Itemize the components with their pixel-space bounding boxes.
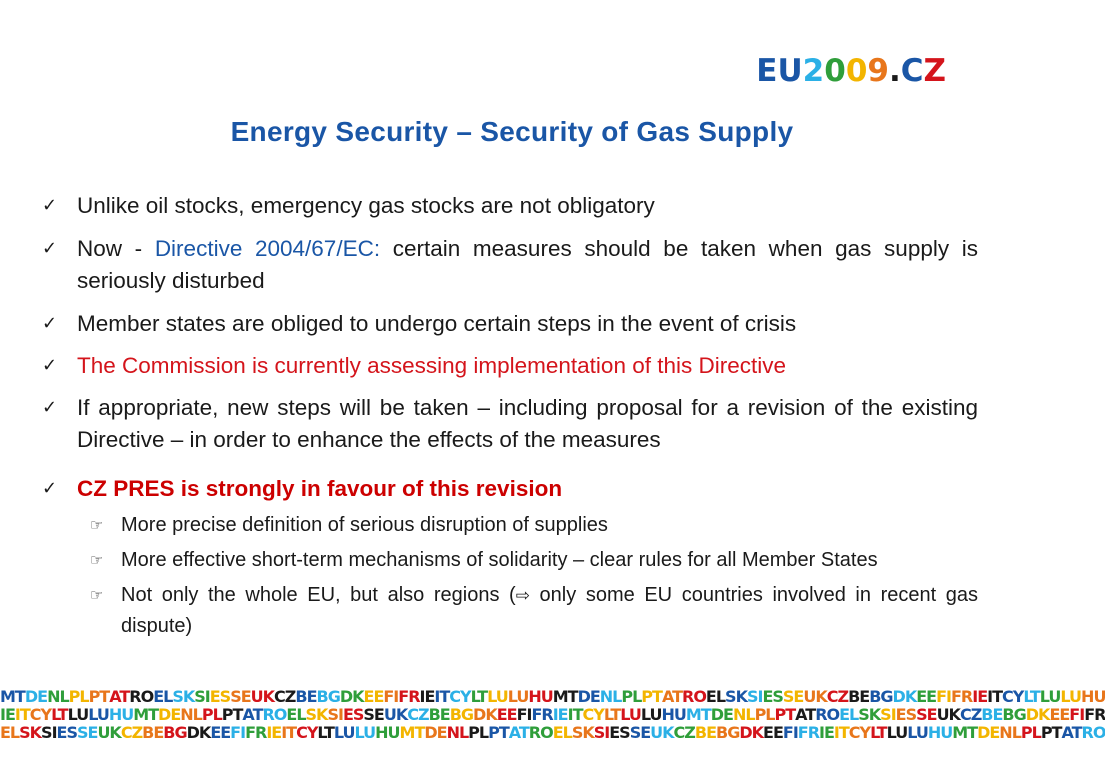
logo-character: . xyxy=(888,53,901,89)
country-code: EL xyxy=(153,687,173,706)
country-code: FR xyxy=(797,723,820,742)
country-code: LU xyxy=(333,723,355,742)
country-code: EE xyxy=(763,723,783,742)
country-code: SI xyxy=(880,705,896,724)
country-code: LT xyxy=(1023,687,1040,706)
country-code: CZ xyxy=(673,723,695,742)
country-code: PL xyxy=(468,723,489,742)
country-code: IT xyxy=(434,687,450,706)
country-code: FR xyxy=(950,687,973,706)
country-code: LT xyxy=(603,705,621,724)
sub-bullet-text-prefix: Not only the whole EU, but also regions ( xyxy=(121,584,516,606)
country-code: NL xyxy=(180,705,202,724)
country-code: SI xyxy=(194,687,210,706)
country-code: LT xyxy=(470,687,488,706)
country-code: EE xyxy=(210,723,231,742)
country-code: SI xyxy=(41,723,57,742)
bullet-item xyxy=(42,190,978,222)
country-code: UK xyxy=(383,705,408,724)
country-code: SE xyxy=(230,687,251,706)
bullet-item xyxy=(42,308,978,340)
country-code-row xyxy=(0,705,1105,724)
country-code: RO xyxy=(528,723,553,742)
country-code: EE xyxy=(916,687,937,706)
country-code: FI xyxy=(516,705,532,724)
country-code: DK xyxy=(473,705,497,724)
country-code: BE xyxy=(981,705,1003,724)
country-code: DK xyxy=(186,723,211,742)
country-code: HU xyxy=(661,705,686,724)
country-code: CY xyxy=(848,723,871,742)
country-code: RO xyxy=(1081,723,1105,742)
country-code: UK xyxy=(803,687,827,706)
bullet-text: certain measures should be taken when gas supply is seriously disturbed xyxy=(77,236,978,293)
check-icon: ✓ xyxy=(42,355,58,376)
bullet-item-highlight xyxy=(42,473,978,505)
country-code: DE xyxy=(977,723,1000,742)
country-code: HU xyxy=(375,723,400,742)
country-code: LU xyxy=(907,723,928,742)
right-arrow-icon: ⇨ xyxy=(515,586,530,606)
bullet-list xyxy=(42,190,978,641)
country-code: IT xyxy=(281,723,297,742)
country-code: EE xyxy=(1049,705,1070,724)
country-code: MT xyxy=(0,687,25,706)
country-code: HU xyxy=(1081,687,1105,706)
country-code: LU xyxy=(1060,687,1082,706)
check-icon: ✓ xyxy=(42,238,58,259)
check-icon: ✓ xyxy=(42,195,58,216)
country-code: DE xyxy=(24,687,48,706)
country-code: PT xyxy=(774,705,796,724)
country-code: DK xyxy=(339,687,364,706)
country-code: UK xyxy=(650,723,674,742)
country-code: NL xyxy=(446,723,469,742)
country-code: CZ xyxy=(826,687,849,706)
bullet-text: CZ PRES is strongly in favour of this revision xyxy=(77,476,563,501)
country-code: PT xyxy=(1040,723,1062,742)
country-code: IT xyxy=(14,705,30,724)
country-code: HU xyxy=(108,705,134,724)
bullet-text-prefix: Now - xyxy=(77,236,155,261)
country-code: AT xyxy=(109,687,130,706)
slide-title: Energy Security – Security of Gas Supply xyxy=(230,116,794,147)
country-code: NL xyxy=(47,687,69,706)
country-code: MT xyxy=(399,723,425,742)
country-code: LT xyxy=(317,723,334,742)
country-code-row xyxy=(0,723,1105,742)
country-code: SI xyxy=(746,687,763,706)
directive-reference: Directive 2004/67/EC: xyxy=(154,236,381,261)
country-code: LT xyxy=(51,705,68,724)
country-code: BG xyxy=(316,687,340,706)
country-code: DE xyxy=(710,705,733,724)
country-code: ES xyxy=(609,723,630,742)
country-code: BG xyxy=(716,723,740,742)
country-code: PT xyxy=(88,687,110,706)
sub-bullet-text: More effective short-term mechanisms of solidarity – clear rules for all Member States xyxy=(121,549,878,571)
country-code: BG xyxy=(163,723,187,742)
country-code: LU xyxy=(88,705,109,724)
country-code: PL xyxy=(201,705,222,724)
country-code: SK xyxy=(172,687,195,706)
check-icon: ✓ xyxy=(42,313,58,334)
logo-character: E xyxy=(756,53,778,89)
bullet-item xyxy=(42,350,978,382)
country-code: DK xyxy=(892,687,917,706)
logo-character: Z xyxy=(923,53,946,89)
country-code: LU xyxy=(67,705,89,724)
country-code: UK xyxy=(97,723,121,742)
country-code: DK xyxy=(739,723,764,742)
logo-character: U xyxy=(777,53,803,89)
country-code: DE xyxy=(577,687,600,706)
pointing-hand-icon: ☞ xyxy=(90,586,104,604)
country-code: MT xyxy=(952,723,978,742)
bullet-text: The Commission is currently assessing implementation of this Directive xyxy=(77,353,787,378)
country-code: RO xyxy=(682,687,706,706)
country-code: ES xyxy=(209,687,231,706)
country-code: CZ xyxy=(959,705,982,724)
country-code: NL xyxy=(999,723,1021,742)
country-code: SK xyxy=(305,705,328,724)
pointing-hand-icon: ☞ xyxy=(90,551,104,569)
logo-character: C xyxy=(900,53,924,89)
country-code: IT xyxy=(987,687,1002,706)
country-code: EL xyxy=(705,687,726,706)
country-code: IE xyxy=(552,705,568,724)
country-code: IE xyxy=(819,723,834,742)
country-code: RO xyxy=(262,705,287,724)
country-code: SE xyxy=(916,705,937,724)
country-code: BE xyxy=(848,687,870,706)
country-code: RO xyxy=(129,687,154,706)
country-code: PT xyxy=(488,723,509,742)
country-code: IE xyxy=(419,687,435,706)
country-code: LU xyxy=(354,723,376,742)
country-code: DK xyxy=(1025,705,1050,724)
country-code: CZ xyxy=(274,687,296,706)
country-code: LU xyxy=(640,705,662,724)
country-code: LU xyxy=(487,687,508,706)
country-code: SE xyxy=(629,723,651,742)
country-code: ES xyxy=(895,705,917,724)
country-code: FR xyxy=(531,705,553,724)
logo-character: 0 xyxy=(845,53,868,89)
country-code: SE xyxy=(782,687,804,706)
country-code: EL xyxy=(0,723,20,742)
country-code: FR xyxy=(245,723,267,742)
country-code: EL xyxy=(286,705,306,724)
country-code: SK xyxy=(19,723,42,742)
country-code: NL xyxy=(732,705,755,724)
country-code: IT xyxy=(567,705,583,724)
country-code: UK xyxy=(250,687,275,706)
country-code: LU xyxy=(507,687,529,706)
country-code: HU xyxy=(927,723,953,742)
country-code: BG xyxy=(449,705,474,724)
country-code: AT xyxy=(508,723,529,742)
country-code: FI xyxy=(936,687,951,706)
country-code: FI xyxy=(383,687,399,706)
country-code: PL xyxy=(754,705,775,724)
country-code: BE xyxy=(142,723,164,742)
country-code: CY xyxy=(29,705,52,724)
country-code: ES xyxy=(56,723,77,742)
country-code: FI xyxy=(230,723,246,742)
country-code: CY xyxy=(296,723,318,742)
country-code: MT xyxy=(685,705,711,724)
country-code: LU xyxy=(886,723,908,742)
country-code: MT xyxy=(552,687,578,706)
bullet-text: Member states are obliged to undergo certain steps in the event of crisis xyxy=(77,311,797,336)
country-code: AT xyxy=(1061,723,1082,742)
country-code: SE xyxy=(76,723,98,742)
country-code: CY xyxy=(582,705,604,724)
country-code: BG xyxy=(1002,705,1026,724)
country-code: PT xyxy=(221,705,243,724)
country-code: BE xyxy=(694,723,717,742)
sub-bullet-item xyxy=(42,580,978,641)
check-icon: ✓ xyxy=(42,478,58,499)
country-code: LT xyxy=(870,723,887,742)
eu2009-logo xyxy=(756,53,946,89)
pointing-hand-icon: ☞ xyxy=(90,516,104,534)
country-code: BE xyxy=(295,687,317,706)
country-code: CY xyxy=(449,687,471,706)
country-code: SK xyxy=(858,705,881,724)
logo-character: 9 xyxy=(867,53,889,89)
country-code: DE xyxy=(158,705,181,724)
country-code: PL xyxy=(1020,723,1041,742)
country-code: SK xyxy=(725,687,747,706)
sub-bullet-item xyxy=(42,545,978,575)
country-code: IE xyxy=(972,687,988,706)
country-code: AT xyxy=(795,705,816,724)
bullet-text: Unlike oil stocks, emergency gas stocks are not obligatory xyxy=(77,193,655,218)
country-code: UK xyxy=(936,705,960,724)
country-code: IE xyxy=(0,705,15,724)
country-code: ES xyxy=(762,687,783,706)
country-code: HU xyxy=(528,687,553,706)
country-code: CZ xyxy=(120,723,143,742)
country-code: IT xyxy=(833,723,849,742)
country-code: EL xyxy=(839,705,859,724)
logo-character: 0 xyxy=(824,53,846,89)
country-code-band xyxy=(0,687,1105,742)
country-code: LU xyxy=(1039,687,1061,706)
country-code: DE xyxy=(424,723,447,742)
country-code: CY xyxy=(1002,687,1024,706)
country-code: SI xyxy=(327,705,343,724)
sub-bullet-text: More precise definition of serious disruption of supplies xyxy=(121,514,608,536)
country-code: AT xyxy=(242,705,263,724)
country-code: FI xyxy=(782,723,798,742)
country-code: FR xyxy=(398,687,420,706)
country-code: PT xyxy=(641,687,662,706)
country-code: PL xyxy=(68,687,89,706)
sub-bullet-item xyxy=(42,510,978,540)
bullet-text: If appropriate, new steps will be taken – including proposal for a revision of the existing Directive – in order to enhance the effects of the measures xyxy=(77,395,978,452)
country-code-row xyxy=(0,687,1105,706)
country-code: PL xyxy=(621,687,642,706)
country-code: LU xyxy=(620,705,641,724)
country-code: MT xyxy=(133,705,159,724)
country-code: EL xyxy=(552,723,572,742)
country-code: BG xyxy=(869,687,893,706)
country-code: FR xyxy=(1084,705,1105,724)
sub-bullet-text: only some EU countries involved in recent gas dispute) xyxy=(121,584,978,637)
country-code: NL xyxy=(599,687,622,706)
bullet-item xyxy=(42,233,978,297)
country-code: SI xyxy=(593,723,610,742)
country-code: AT xyxy=(661,687,682,706)
country-code: IE xyxy=(266,723,282,742)
country-code: SE xyxy=(363,705,384,724)
country-code: BE xyxy=(428,705,450,724)
country-code: EE xyxy=(496,705,517,724)
country-code: RO xyxy=(815,705,840,724)
bullet-item xyxy=(42,392,978,456)
check-icon: ✓ xyxy=(42,397,58,418)
country-code: CZ xyxy=(407,705,429,724)
country-code: ES xyxy=(342,705,364,724)
country-code: EE xyxy=(363,687,384,706)
country-code: SK xyxy=(571,723,594,742)
country-code: FI xyxy=(1069,705,1085,724)
logo-character: 2 xyxy=(802,53,825,89)
